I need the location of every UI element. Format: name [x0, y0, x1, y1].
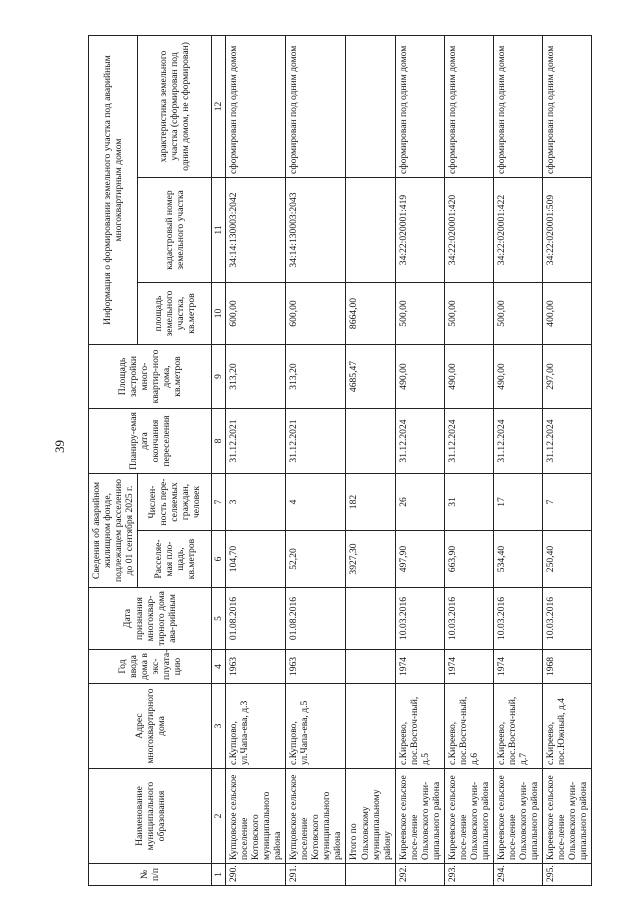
building-area-cell: 490,00	[395, 345, 444, 409]
header-year: Год ввода дома в экс-плуата-цию	[89, 650, 212, 684]
emergency-date-cell: 01.08.2016	[226, 588, 286, 650]
municipality-cell: Купцовское сельское поселение Котовского муниципального района	[286, 769, 346, 864]
address-cell: с.Купцово, ул.Чапа-ева, д.3	[226, 684, 286, 769]
end-date-cell: 31.12.2021	[286, 409, 346, 474]
cadastral-number-cell: 34:22:020001:420	[444, 178, 493, 283]
column-number: 5	[212, 588, 226, 650]
land-characteristic-cell: сформирован под одним домом	[286, 36, 346, 178]
year-cell	[346, 650, 395, 684]
land-characteristic-cell: сформирован под одним домом	[226, 36, 286, 178]
row-number	[346, 864, 395, 886]
people-count-cell: 31	[444, 474, 493, 531]
column-number-row	[212, 36, 226, 886]
row-number: 291.	[286, 864, 346, 886]
people-count-cell: 182	[346, 474, 395, 531]
row-number: 293.	[444, 864, 493, 886]
table-row	[493, 36, 542, 886]
cadastral-number-cell	[346, 178, 395, 283]
header-municipality: Наименование муниципального образования	[89, 769, 212, 864]
header-resettled-area: Расселяе-мая пло-щадь, кв.метров	[138, 531, 212, 588]
building-area-cell: 4685,47	[346, 345, 395, 409]
header-building-area: Площадь застройки много-квартир-ного дома, кв.метров	[89, 345, 212, 409]
column-number: 1	[212, 864, 226, 886]
cadastral-number-cell: 34:22:020001:419	[395, 178, 444, 283]
row-number: 292.	[395, 864, 444, 886]
end-date-cell: 31.12.2024	[493, 409, 542, 474]
address-cell: с.Киреево, пос.Восточ-ный, д.5	[395, 684, 444, 769]
row-number: 295.	[542, 864, 591, 886]
emergency-date-cell: 10.03.2016	[493, 588, 542, 650]
year-cell: 1968	[542, 650, 591, 684]
column-number: 9	[212, 345, 226, 409]
page-number: 39	[52, 440, 67, 453]
table-row	[395, 36, 444, 886]
header-cadastral-number: кадастровый номер земельного участка	[138, 178, 212, 283]
address-cell: с.Киреево, пос.Восточ-ный, д.6	[444, 684, 493, 769]
municipality-cell: Итого по Ольховскому муниципальному району	[346, 769, 395, 864]
table-row	[542, 36, 591, 886]
resettled-area-cell: 250,40	[542, 531, 591, 588]
land-characteristic-cell: сформирован под одним домом	[493, 36, 542, 178]
header-number: № п/п	[89, 864, 212, 886]
municipality-cell: Киреевское сельское посе-ление Ольховского муни-ципального района	[493, 769, 542, 864]
column-number: 2	[212, 769, 226, 864]
land-area-cell: 500,00	[444, 283, 493, 345]
emergency-housing-table	[88, 35, 592, 886]
people-count-cell: 17	[493, 474, 542, 531]
people-count-cell: 7	[542, 474, 591, 531]
resettled-area-cell: 534,40	[493, 531, 542, 588]
table-row	[346, 36, 395, 886]
address-cell: с.Киреево, пос.Южный, д.4	[542, 684, 591, 769]
municipality-cell: Киреевское сельское посе-ление Ольховского муни-ципального района	[444, 769, 493, 864]
building-area-cell: 313,20	[286, 345, 346, 409]
building-area-cell: 297,00	[542, 345, 591, 409]
building-area-cell: 490,00	[493, 345, 542, 409]
header-emergency-date: Дата признания многоквар-тирного дома ава-рийным	[89, 588, 212, 650]
resettled-area-cell: 52,20	[286, 531, 346, 588]
year-cell: 1963	[226, 650, 286, 684]
year-cell: 1963	[286, 650, 346, 684]
end-date-cell: 31.12.2021	[226, 409, 286, 474]
table-row	[226, 36, 286, 886]
address-cell: с.Купцово, ул.Чапа-ева, д.5	[286, 684, 346, 769]
end-date-cell: 31.12.2024	[395, 409, 444, 474]
address-cell: с.Киреево, пос.Восточ-ный, д.7	[493, 684, 542, 769]
people-count-cell: 26	[395, 474, 444, 531]
column-number: 3	[212, 684, 226, 769]
row-number: 290.	[226, 864, 286, 886]
land-area-cell: 500,00	[493, 283, 542, 345]
land-characteristic-cell	[346, 36, 395, 178]
header-land-area: площадь земельного участка, кв.метров	[138, 283, 212, 345]
end-date-cell: 31.12.2024	[542, 409, 591, 474]
building-area-cell: 313,20	[226, 345, 286, 409]
people-count-cell: 4	[286, 474, 346, 531]
emergency-date-cell: 10.03.2016	[542, 588, 591, 650]
land-characteristic-cell: сформирован под одним домом	[444, 36, 493, 178]
land-characteristic-cell: сформирован под одним домом	[542, 36, 591, 178]
land-characteristic-cell: сформирован под одним домом	[395, 36, 444, 178]
resettled-area-cell: 104,70	[226, 531, 286, 588]
cadastral-number-cell: 34:22:020001:509	[542, 178, 591, 283]
column-number: 10	[212, 283, 226, 345]
cadastral-number-cell: 34:14:130003:2043	[286, 178, 346, 283]
land-area-cell: 500,00	[395, 283, 444, 345]
row-number: 294.	[493, 864, 542, 886]
municipality-cell: Киреевское сельское посе-ление Ольховского муни-ципального района	[542, 769, 591, 864]
table-row	[286, 36, 346, 886]
column-number: 7	[212, 474, 226, 531]
column-number: 8	[212, 409, 226, 474]
end-date-cell	[346, 409, 395, 474]
year-cell: 1974	[493, 650, 542, 684]
column-number: 11	[212, 178, 226, 283]
header-address: Адрес многоквартирного дома	[89, 684, 212, 769]
municipality-cell: Киреевское сельское посе-ление Ольховского муни-ципального района	[395, 769, 444, 864]
header-row-top	[89, 36, 138, 886]
cadastral-number-cell: 34:14:130003:2042	[226, 178, 286, 283]
header-land-characteristic: характеристика земельного участка (сформирован под одним домом, не сформирован)	[138, 36, 212, 178]
rotated-document-page	[88, 36, 608, 886]
header-group-emergency-fund: Сведения об аварийном жилищном фонде, подлежащем расселению до 01 сентября 2025 г.	[89, 474, 138, 588]
municipality-cell: Купцовское сельское поселение Котовского муниципального района	[226, 769, 286, 864]
people-count-cell: 3	[226, 474, 286, 531]
land-area-cell: 400,00	[542, 283, 591, 345]
column-number: 12	[212, 36, 226, 178]
end-date-cell: 31.12.2024	[444, 409, 493, 474]
year-cell: 1974	[444, 650, 493, 684]
resettled-area-cell: 497,90	[395, 531, 444, 588]
address-cell	[346, 684, 395, 769]
header-group-land-plot: Информация о формировании земельного участка под аварийным многоквартирным домом	[89, 36, 138, 345]
land-area-cell: 600,00	[226, 283, 286, 345]
emergency-date-cell: 10.03.2016	[395, 588, 444, 650]
year-cell: 1974	[395, 650, 444, 684]
building-area-cell: 490,00	[444, 345, 493, 409]
header-people-count: Числен-ность пере-селяемых граждан, человек	[138, 474, 212, 531]
table-row	[444, 36, 493, 886]
column-number: 6	[212, 531, 226, 588]
cadastral-number-cell: 34:22:020001:422	[493, 178, 542, 283]
column-number: 4	[212, 650, 226, 684]
land-area-cell: 600,00	[286, 283, 346, 345]
emergency-date-cell	[346, 588, 395, 650]
resettled-area-cell: 3927,30	[346, 531, 395, 588]
resettled-area-cell: 663,90	[444, 531, 493, 588]
emergency-date-cell: 01.08.2016	[286, 588, 346, 650]
emergency-date-cell: 10.03.2016	[444, 588, 493, 650]
header-end-date: Планиру-емая дата окончания переселения	[89, 409, 212, 474]
land-area-cell: 8664,00	[346, 283, 395, 345]
